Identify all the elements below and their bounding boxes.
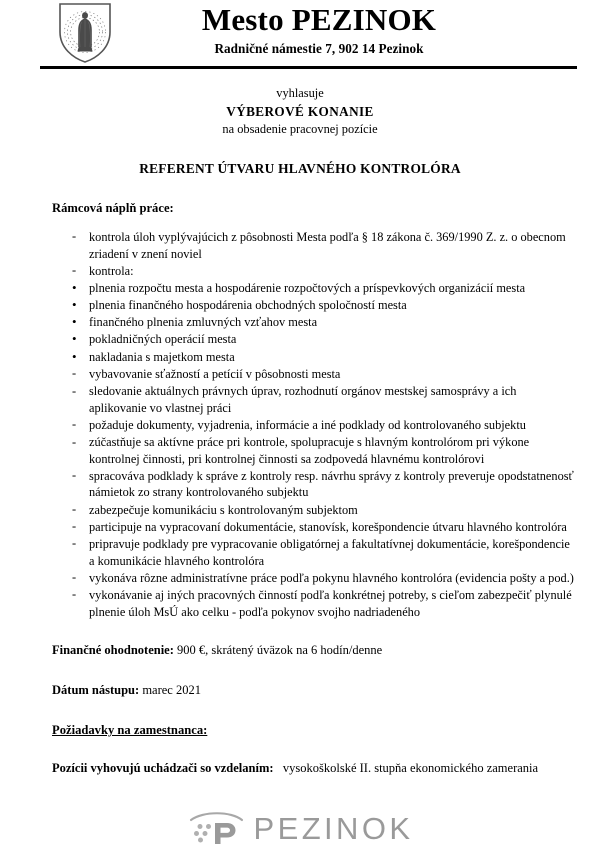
list-marker: - [72,536,77,551]
list-marker: - [72,366,77,381]
list-item [52,263,576,280]
list-item [52,519,576,536]
org-address: Radničné námestie 7, 902 14 Pezinok [214,40,424,56]
requirements-heading: Požiadavky na zamestnanca: [52,723,208,738]
list-marker: • [72,331,77,347]
coat-of-arms-icon [57,2,113,64]
list-item-text: vykonáva rôzne administratívne práce podľa pokynu hlavného kontrolóra (evidencia pošty a pod.) [89,570,574,585]
pezinok-logo-mark-icon [187,810,245,846]
list-item [52,587,576,620]
list-marker: • [72,314,77,330]
list-item [52,297,576,314]
list-marker: - [72,434,77,449]
education-requirement [52,760,576,778]
list-item [52,536,576,569]
list-marker: • [72,297,77,313]
header-divider [40,66,577,69]
list-item-text: pokladničných operácií mesta [89,332,237,347]
list-item-text: participuje na vypracovaní dokumentácie, stanovísk, korešpondencie útvaru hlavného kontrolóra [89,519,567,534]
list-marker: • [72,279,77,295]
list-item-text: požaduje dokumenty, vyjadrenia, informácie a iné podklady od kontrolovaného subjektu [89,417,526,432]
footer-logo [0,810,600,846]
list-marker: - [72,383,77,398]
intro-line-vyberove-konanie: VÝBEROVÉ KONANIE [226,103,374,119]
list-item-text: vykonávanie aj iných pracovných činností podľa konkrétnej potreby, s cieľom zabezpečiť plynulé plnenie úloh MsÚ ako celku - podľa pokynov svojho nadriadeného [89,587,572,619]
duties-list [52,229,576,620]
list-item [52,383,576,416]
footer-wordmark: PEZINOK [253,810,414,846]
list-item-text: plnenia rozpočtu mesta a hospodárenie rozpočtových a príspevkových organizácií mesta [89,280,526,295]
education-label: Pozícii vyhovujú uchádzači so vzdelaním: [52,761,274,776]
list-item-text: spracováva podklady k správe z kontroly resp. návrhu správy z kontroly preveruje opodstatnenosť námietok zo strany kontrolovaného subjektu [89,468,574,500]
list-marker: - [72,519,77,534]
list-item-text: finančného plnenia zmluvných vzťahov mesta [89,315,318,330]
list-item-text: kontrola: [89,263,134,278]
salary-line [52,642,576,660]
list-item [52,280,576,297]
list-item [52,314,576,331]
start-date-line [52,682,576,700]
list-item [52,366,576,383]
position-title: REFERENT ÚTVARU HLAVNÉHO KONTROLÓRA [139,160,461,176]
list-item-text: plnenia finančného hospodárenia obchodných spoločností mesta [89,298,407,313]
document-body [0,201,600,778]
list-item-text: zúčastňuje sa aktívne práce pri kontrole, spolupracuje s hlavným kontrolórom pri výkone kontrolnej činnosti, pri kontrolnej činnosti sa zodpovedá hlavnému kontrolórovi [89,435,530,466]
list-item-text: sledovanie aktuálnych právnych úprav, rozhodnutí orgánov mestskej samosprávy a ich aplikovanie vo vlastnej práci [89,384,517,415]
list-marker: - [72,468,77,483]
list-item [52,331,576,348]
list-marker: - [72,417,77,432]
announcement-intro [0,85,600,139]
list-item-text: pripravuje podklady pre vypracovanie obligatórnej a fakultatívnej dokumentácie, korešpondencie a komunikácie hlavného kontrolóra [89,536,570,568]
start-date-value: marec 2021 [142,682,201,697]
list-item-text: zabezpečuje komunikáciu s kontrolovaným subjektom [89,502,358,517]
list-item [52,502,576,519]
document-header [0,0,600,62]
list-item-text: vybavovanie sťažností a petícií v pôsobnosti mesta [89,366,341,381]
start-date-label: Dátum nástupu: [52,682,140,697]
list-item-text: nakladania s majetkom mesta [89,349,235,364]
salary-value: 900 €, skrátený úväzok na 6 hodín/denne [177,643,383,658]
list-item [52,434,576,467]
list-item [52,570,576,587]
duties-heading: Rámcová náplň práce: [52,200,174,215]
list-marker: - [72,587,77,602]
list-item [52,468,576,501]
list-item-text: kontrola úloh vyplývajúcich z pôsobnosti Mesta podľa § 18 zákona č. 369/1990 Z. z. o obecnom zriadení v znení noviel [89,229,566,261]
page-title: Mesto PEZINOK [201,2,437,37]
list-marker: - [72,229,77,244]
intro-line-vyhlasuje: vyhlasuje [276,86,324,100]
list-marker: - [72,502,77,517]
education-value: vysokoškolské II. stupňa ekonomického zamerania [282,761,539,776]
list-item [52,417,576,434]
list-item [52,229,576,262]
list-item [52,349,576,366]
list-marker: - [72,263,77,278]
list-marker: • [72,348,77,364]
intro-line-subtitle: na obsadenie pracovnej pozície [222,122,378,137]
list-marker: - [72,570,77,585]
salary-label: Finančné ohodnotenie: [52,643,174,658]
